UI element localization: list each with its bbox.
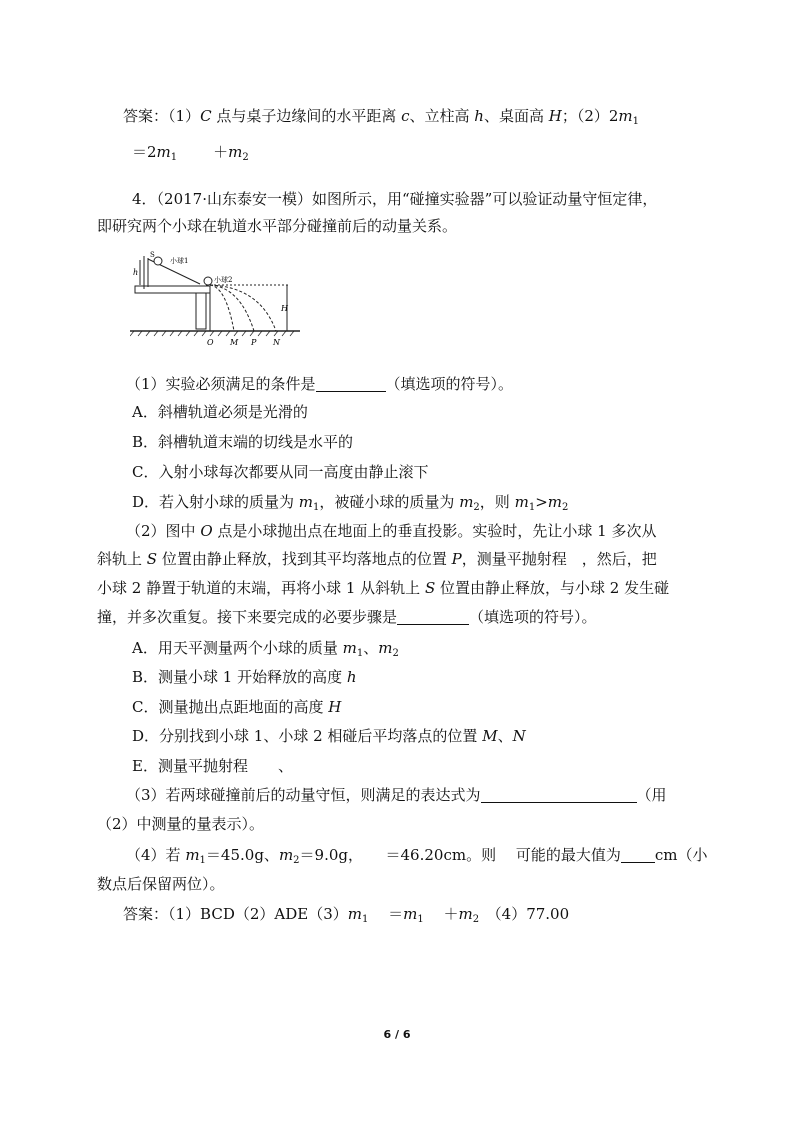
answer-blank-2[interactable] (397, 610, 469, 625)
q4-p2-option-A: A．用天平测量两个小球的质量 $m_1$、$m_2$ (132, 639, 399, 659)
table-top (135, 286, 210, 293)
answer-blank-4[interactable] (621, 848, 655, 863)
q4-p1-option-D: D．若入射小球的质量为 $m_1$，被碰小球的质量为 $m_2$，则 $m_1>m_2$ (132, 493, 569, 513)
label-N: N (273, 338, 280, 347)
answer-blank-1[interactable] (316, 377, 386, 392)
q4-p1-option-A: A．斜槽轨道必须是光滑的 (132, 403, 308, 421)
q4-p2-option-E: E．测量平抛射程 、 (132, 757, 293, 775)
table-leg (196, 293, 206, 329)
q4-part2-line-1: （2）图中 O 点是小球抛出点在地面上的垂直投影。实验时，先让小球 1 多次从 (126, 522, 657, 540)
answer-blank-3[interactable] (481, 788, 637, 803)
q4-part1-stem: （1）实验必须满足的条件是 （填选项的符号）。 (126, 375, 514, 393)
label-M: M (230, 338, 239, 347)
ball-1 (154, 257, 162, 265)
q4-p1-option-B: B．斜槽轨道末端的切线是水平的 (132, 433, 354, 451)
q4-intro-line-1: 4．（2017·山东泰安一模）如图所示，用“碰撞实验器”可以验证动量守恒定律， (132, 190, 658, 208)
q4-intro-line-2: 即研究两个小球在轨道水平部分碰撞前后的动量关系。 (97, 217, 458, 235)
label-h: h (133, 268, 139, 277)
label-ball2: 小球2 (214, 276, 233, 284)
prev-answer-line-2: $=2m_1 +m_2$ (132, 143, 249, 163)
q4-part3-line-2: （2）中测量的量表示）。 (97, 815, 265, 833)
page-number: 6 / 6 (383, 1028, 411, 1041)
label-P: P (251, 338, 257, 347)
collision-apparatus-figure (130, 251, 300, 351)
q4-part4-line-2: 数点后保留两位）。 (97, 875, 225, 893)
label-ball1: 小球1 (170, 257, 189, 265)
prev-answer-line-1: 答案：（1）C 点与桌子边缘间的水平距离 c、立柱高 h、桌面高 H；$(2)2m_1$ (123, 107, 640, 127)
q4-part2-line-2: 斜轨上 S 位置由静止释放，找到其平均落地点的位置 P，测量平抛射程 ，然后，把 (97, 550, 657, 568)
q4-answer-line: 答案：$(1)BCD(2)ADE(3)m_1$ $=m_1$ $+m_2$ （4）77.00 (123, 905, 570, 925)
ball-2 (204, 277, 212, 285)
label-S: S (150, 251, 155, 259)
trajectory-P (210, 285, 254, 331)
q4-part2-line-3: 小球 2 静置于轨道的末端，再将小球 1 从斜轨上 S 位置由静止释放，与小球 2 发生碰 (97, 579, 670, 597)
q4-part3-line-1: （3）若两球碰撞前后的动量守恒，则满足的表达式为 （用 (126, 786, 667, 804)
q4-p2-option-B: B．测量小球 1 开始释放的高度 h (132, 668, 357, 686)
label-O: O (207, 338, 214, 347)
label-H: H (281, 304, 288, 313)
q4-part2-line-4: 撞，并多次重复。接下来要完成的必要步骤是 （填选项的符号）。 (97, 608, 597, 626)
q4-p1-option-C: C．入射小球每次都要从同一高度由静止滚下 (132, 463, 429, 481)
q4-part4-line-1: （4）若 $m_1=45.0g$、$m_2=9.0g$， ＝46.20cm。则 可能的最大值为 cm（小 (126, 846, 708, 866)
q4-p2-option-C: C．测量抛出点距地面的高度 H (132, 698, 342, 716)
q4-p2-option-D: D．分别找到小球 1、小球 2 相碰后平均落点的位置 M、N (132, 727, 526, 745)
